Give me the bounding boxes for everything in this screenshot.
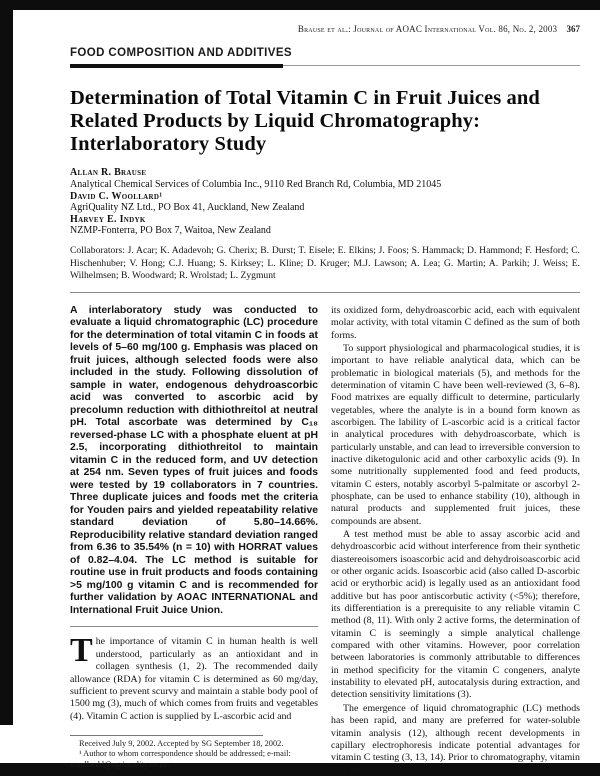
body-paragraph-4: The emergence of liquid chromatographic (LC) methods has been rapid, and many are preferred for water-soluble vitamin analysis (12), although recent developments in capillary electrophoresis indicate potential advantages for vitamin C testing (3, 13, 14). Prior to chromatography, vitamin C is usu-	[331, 702, 580, 776]
footnote-block	[70, 735, 318, 770]
article-title: Determination of Total Vitamin C in Fruit Juices and Related Products by Liquid Chromatography: Interlaboratory Study	[70, 87, 540, 156]
author-affiliation-2: AgriQuality NZ Ltd., PO Box 41, Auckland, New Zealand	[70, 202, 305, 214]
authors-block	[70, 167, 580, 237]
footnote-rule	[70, 735, 263, 736]
body-paragraph-1: its oxidized form, dehydroascorbic acid, each with equivalent molar activity, with total vitamin C defined as the sum of both forms.	[331, 304, 580, 341]
page-number: 367	[566, 24, 580, 34]
body-paragraph-2: To support physiological and pharmacological studies, it is important to have reliable analytical data, which can be problematic in biological materials (5), and methods for the determination of vitamin C have been well-reviewed (3, 6–8). Food matrixes are equally difficult to determine, particularly vegetables, where the analyte is in a bound form known as ascorbigen. The lability of L-ascorbic acid is a critical factor in analytical procedures with dehydroascorbate, which is particularly unstable, and can lead to irreversible conversion to inactive diketogulonic acid and other carboxylic acids (9). In some nutritionally supplemented food and feed products, vitamin C esters, notably ascorbyl 5-palmitate or ascorbyl 2-phosphate, can be used to enhance stability (10), although in natural products and supplemented fruit juices, these compounds are absent.	[331, 342, 580, 527]
section-rule-thick	[70, 64, 283, 68]
abstract-divider-rule	[70, 626, 318, 627]
section-rule	[70, 64, 580, 68]
header-divider-rule	[70, 292, 580, 293]
scan-border-left	[0, 0, 13, 725]
author-name-3: Harvey E. Indyk	[70, 213, 146, 225]
abstract-paragraph: A interlaboratory study was conducted to evaluate a liquid chromatographic (LC) procedure for the determination of total vitamin C in foods at levels of 5–60 mg/100 g. Emphasis was placed on fruit juices, although selected foods were also included in the study. Following dissolution of sample in water, endogenous dehydroascorbic acid was converted to ascorbic acid by precolumn reduction with dithiothreitol at neutral pH. Total ascorbate was determined by C₁₈ reversed-phase LC with a phosphate eluent at pH 2.5, incorporating dithiothreitol to maintain vitamin C in the reduced form, and UV detection at 254 nm. Seven types of fruit juices and foods were tested by 19 collaborators in 7 countries. Three duplicate juices and foods met the criteria for Youden pairs and yielded repeatability relative standard deviation of 5.80–14.66%. Reproducibility relative standard deviation ranged from 6.36 to 35.54% (n = 10) with HORRAT values of 0.82–4.04. The LC method is suitable for routine use in fruit products and foods containing >5 mg/100 g vitamin C and is recommended for further validation by AOAC INTERNATIONAL and International Fruit Juice Union.	[70, 304, 318, 616]
author-name-1: Allan R. Brause	[70, 167, 147, 179]
journal-citation: Brause et al.: Journal of AOAC International Vol. 86, No. 2, 2003	[297, 24, 558, 34]
author-affiliation-1: Analytical Chemical Services of Columbia Inc., 9110 Red Branch Rd, Columbia, MD 21045	[70, 179, 442, 191]
footnote-marker: ¹	[79, 749, 82, 759]
left-column	[70, 305, 318, 777]
two-column-body	[70, 305, 580, 777]
scan-border-top	[0, 0, 600, 10]
footnote-received: Received July 9, 2002. Accepted by SG September 18, 2002.	[79, 739, 284, 749]
footnotes	[70, 739, 318, 770]
author-affiliation-3: NZMP-Fonterra, PO Box 7, Waitoa, New Zealand	[70, 225, 271, 237]
introduction-paragraph	[70, 632, 318, 723]
drop-cap: T	[70, 632, 93, 670]
collaborators-paragraph: Collaborators: J. Acar; K. Adadevoh; G. Cherix; B. Durst; T. Eisele; E. Elkins; J. Foos; S. Hammack; D. Hammond; F. Hesford; C. Hischenhuber; V. Hong; C.J. Huang; S. Kirksey; L. Kline; D. Kruger; M.J. Lawson; A. Lea; G. Martin; A. Parkih; J. Weiss; E. Wilhelmsen; B. Woodward; R. Wrolstad; L. Zygmunt	[70, 245, 580, 282]
right-column	[331, 305, 580, 777]
introduction-text: he importance of vitamin C in human health is well understood, particularly as an antioxidant and in collagen synthesis (1, 2). The recommended daily allowance (RDA) for vitamin C is determined as 60 mg/day, sufficient to prevent scurvy and maintain a stable body pool of 1500 mg (3), much of which comes from fruits and vegetables (4). Vitamin C action is supplied by L-ascorbic acid and	[70, 636, 318, 722]
body-paragraph-3: A test method must be able to assay ascorbic acid and dehydroascorbic acid without interference from their synthetic diastereoisomers isoascorbic acid and dehydroisoascorbic acid or other organic acids. Isoascorbic acid (also called D-ascorbic acid or erythorbic acid) is legally used as an antioxidant food additive but has poor antiscorbutic activity (<5%); therefore, its differentiation is a prerequisite to any reliable vitamin C method (8, 11). With only 2 active forms, the determination of vitamin C is seemingly a simple analytical challenge compared with other vitamins. However, poor correlation between laboratories is commonly attributable to differences in method specificity for the vitamin C congeners, analyte instability to elevated pH, autocatalysis during extraction, and detection sensitivity limitations (3).	[331, 529, 580, 701]
page-content	[70, 10, 580, 777]
footnote-correspondence-text: Author to whom correspondence should be addressed; e-mail: woollardd@agriquality.co.nz.	[70, 749, 291, 769]
section-label: FOOD COMPOSITION AND ADDITIVES	[70, 47, 292, 59]
footnote-correspondence	[70, 749, 318, 770]
running-header	[70, 24, 580, 34]
author-name-2: David C. Woollard¹	[70, 190, 163, 202]
